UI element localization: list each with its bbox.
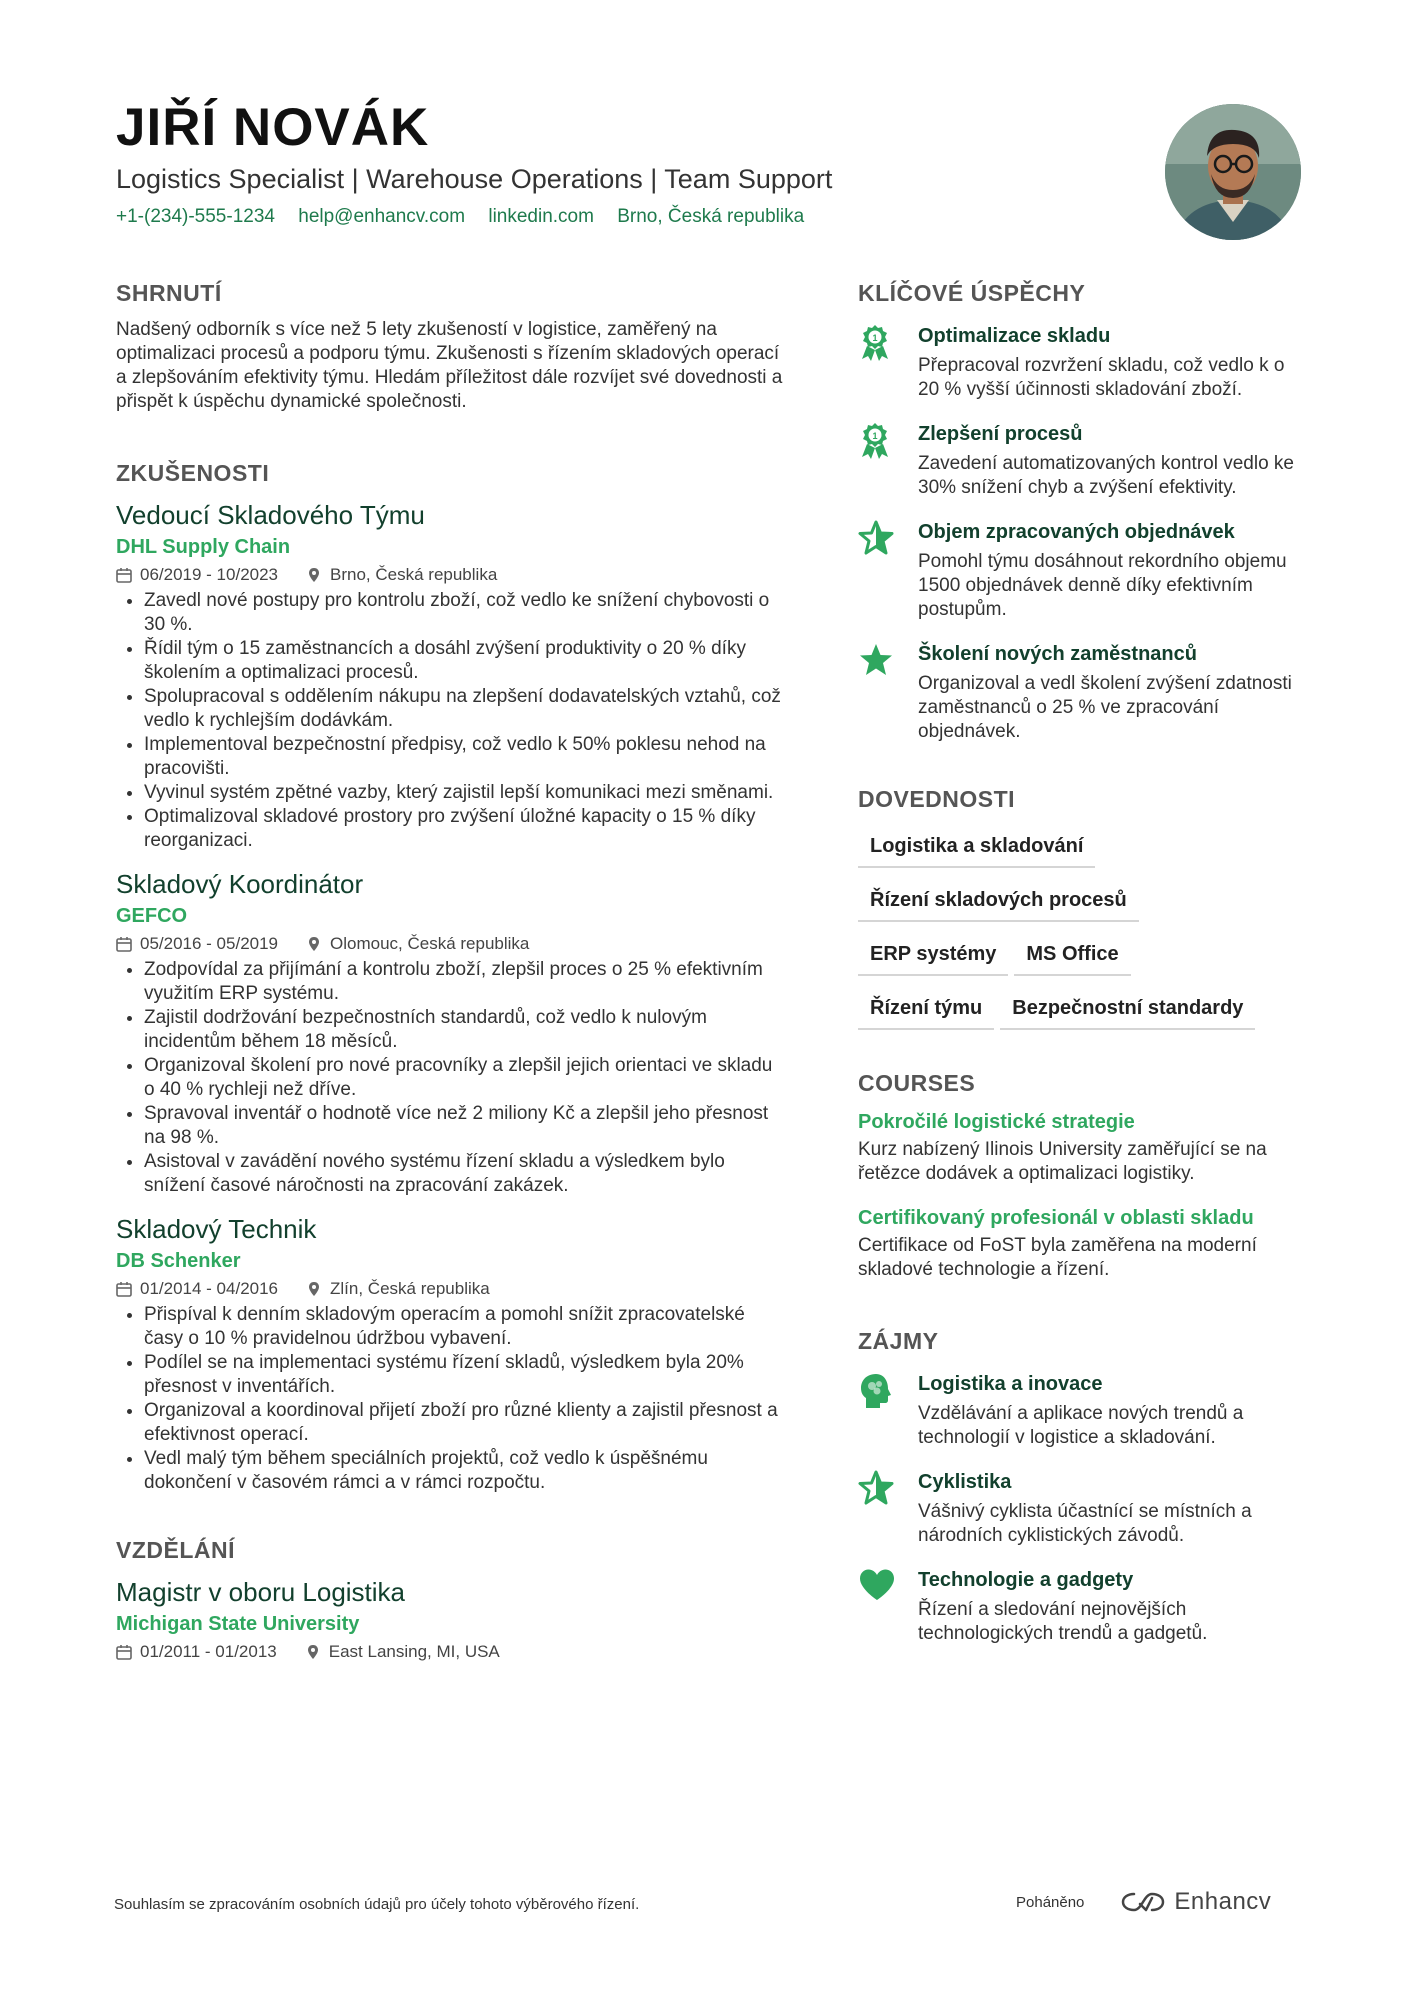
list-item: Organizoval školení pro nové pracovníky a zlepšil jejich orientaci ve skladu o 40 % rychleji než dříve. — [116, 1054, 786, 1102]
location-pin-icon — [306, 567, 322, 583]
achievement-title: Zlepšení procesů — [918, 423, 1083, 445]
interests-section — [858, 1326, 1303, 1646]
calendar-icon — [116, 936, 132, 952]
interest-title: Technologie a gadgety — [918, 1569, 1134, 1591]
candidate-name: JIŘÍ NOVÁK — [116, 98, 430, 157]
interest-title: Logistika a inovace — [918, 1373, 1103, 1395]
consent-note: Souhlasím se zpracováním osobních údajů pro účely tohoto výběrového řízení. — [114, 1896, 640, 1913]
achievement-title: Optimalizace skladu — [918, 325, 1111, 347]
achievement-item — [858, 518, 1303, 622]
course-item — [858, 1108, 1303, 1186]
summary-section — [116, 278, 786, 414]
phone[interactable]: +1-(234)-555-1234 — [116, 206, 275, 227]
degree-title: Magistr v oboru Logistika — [116, 1577, 406, 1607]
job-title: Skladový Koordinátor — [116, 869, 364, 899]
interest-title: Cyklistika — [918, 1471, 1012, 1493]
calendar-icon — [116, 1281, 132, 1297]
interest-item — [858, 1566, 1303, 1646]
section-title-summary: SHRNUTÍ — [116, 280, 222, 306]
star-filled-icon — [858, 642, 894, 678]
list-item: Zavedl nové postupy pro kontrolu zboží, což vedlo ke snížení chybovosti o 30 %. — [116, 589, 786, 637]
job-bullets — [116, 958, 786, 1198]
company-name: GEFCO — [116, 905, 188, 927]
job-entry — [116, 867, 786, 1198]
calendar-icon — [116, 567, 132, 583]
location-pin-icon — [305, 1644, 321, 1660]
avatar — [1165, 104, 1301, 240]
achievement-title: Školení nových zaměstnanců — [918, 643, 1197, 665]
job-bullets — [116, 589, 786, 853]
achievement-desc: Přepracoval rozvržení skladu, což vedlo k o 20 % vyšší účinnosti skladování zboží. — [918, 355, 1285, 400]
company-name: DHL Supply Chain — [116, 536, 291, 558]
education-location: East Lansing, MI, USA — [328, 1642, 500, 1661]
education-dates: 01/2011 - 01/2013 — [140, 1642, 277, 1661]
email[interactable]: help@enhancv.com — [298, 206, 466, 227]
course-item — [858, 1204, 1303, 1282]
section-title-achievements: KLÍČOVÉ ÚSPĚCHY — [858, 280, 1086, 306]
svg-text:1: 1 — [872, 333, 878, 343]
job-location: Zlín, Česká republika — [330, 1279, 490, 1298]
skill-tag: MS Office — [1014, 936, 1130, 976]
award-ribbon-icon — [858, 422, 892, 460]
job-title: Vedoucí Skladového Týmu — [116, 500, 425, 530]
enhancv-logo-icon[interactable] — [1120, 1890, 1166, 1914]
list-item: Optimalizoval skladové prostory pro zvýšení úložné kapacity o 15 % díky reorganizaci. — [116, 805, 786, 853]
job-dates: 06/2019 - 10/2023 — [140, 565, 279, 584]
list-item: Vedl malý tým během speciálních projektů, což vedlo k úspěšnému dokončení v časovém rámci a v rámci rozpočtu. — [116, 1447, 786, 1495]
section-title-experience: ZKUŠENOSTI — [116, 460, 270, 486]
job-bullets — [116, 1303, 786, 1495]
list-item: Podílel se na implementaci systému řízení skladů, výsledkem byla 20% přesnost v inventářích. — [116, 1351, 786, 1399]
course-title: Pokročilé logistické strategie — [858, 1111, 1135, 1133]
job-dates: 05/2016 - 05/2019 — [140, 934, 279, 953]
skill-tag: ERP systémy — [858, 936, 1008, 976]
courses-section — [858, 1068, 1303, 1282]
course-desc: Certifikace od FoST byla zaměřena na moderní skladové technologie a řízení. — [858, 1235, 1257, 1280]
award-ribbon-icon — [858, 324, 892, 362]
summary-text: Nadšený odborník s více než 5 lety zkušeností v logistice, zaměřený na optimalizaci procesů a podporu týmu. Zkušenosti s řízením skladových operací a zlepšováním efektivity týmu. Hledám příležitost dále rozvíjet své dovednosti a přispět k úspěchu dynamické společnosti. — [116, 319, 783, 412]
section-title-education: VZDĚLÁNÍ — [116, 1537, 235, 1563]
interest-item — [858, 1370, 1303, 1450]
job-meta — [116, 1277, 786, 1301]
achievement-item — [858, 322, 1303, 402]
location-pin-icon — [306, 936, 322, 952]
job-location: Olomouc, Česká republika — [330, 934, 530, 953]
list-item: Spravoval inventář o hodnotě více než 2 miliony Kč a zlepšil jeho přesnost na 98 %. — [116, 1102, 786, 1150]
list-item: Zajistil dodržování bezpečnostních standardů, což vedlo k nulovým incidentům během 18 měsíců. — [116, 1006, 786, 1054]
education-section — [116, 1535, 786, 1664]
achievement-item — [858, 420, 1303, 500]
skills-section — [858, 784, 1303, 1044]
heart-icon — [858, 1568, 896, 1602]
job-meta — [116, 563, 786, 587]
brain-head-icon — [858, 1372, 894, 1410]
skill-tag: Bezpečnostní standardy — [1000, 990, 1255, 1030]
list-item: Organizoval a koordinoval přijetí zboží pro různé klienty a zajistil přesnost a efektivnost operací. — [116, 1399, 786, 1447]
candidate-headline: Logistics Specialist | Warehouse Operations | Team Support — [116, 164, 833, 194]
education-meta — [116, 1640, 786, 1664]
job-title: Skladový Technik — [116, 1214, 317, 1244]
star-outline-icon — [858, 520, 894, 556]
interest-desc: Řízení a sledování nejnovějších technologických trendů a gadgetů. — [918, 1599, 1208, 1644]
job-entry — [116, 1212, 786, 1495]
contact-line — [116, 204, 1116, 230]
interest-desc: Vzdělávání a aplikace nových trendů a technologií v logistice a skladování. — [918, 1403, 1244, 1448]
skill-tag: Řízení skladových procesů — [858, 882, 1139, 922]
svg-text:1: 1 — [872, 431, 878, 441]
interest-desc: Vášnivý cyklista účastnící se místních a národních cyklistických závodů. — [918, 1501, 1252, 1546]
school-name: Michigan State University — [116, 1613, 360, 1635]
linkedin-link[interactable]: linkedin.com — [488, 206, 594, 227]
achievement-desc: Pomohl týmu dosáhnout rekordního objemu 1500 objednávek denně díky efektivním postupům. — [918, 551, 1287, 620]
achievement-desc: Zavedení automatizovaných kontrol vedlo ke 30% snížení chyb a zvýšení efektivity. — [918, 453, 1294, 498]
list-item: Vyvinul systém zpětné vazby, který zajistil lepší komunikaci mezi směnami. — [116, 781, 786, 805]
brand-name[interactable]: Enhancv — [1174, 1888, 1272, 1915]
job-location: Brno, Česká republika — [330, 565, 498, 584]
list-item: Přispíval k denním skladovým operacím a pomohl snížit zpracovatelské časy o 10 % pravidelnou údržbou vybavení. — [116, 1303, 786, 1351]
list-item: Asistoval v zavádění nového systému řízení skladu a výsledkem bylo snížení časové náročnosti na zpracování zakázek. — [116, 1150, 786, 1198]
list-item: Zodpovídal za přijímání a kontrolu zboží, zlepšil proces o 25 % efektivním využitím ERP systému. — [116, 958, 786, 1006]
experience-section — [116, 458, 786, 1495]
education-entry — [116, 1575, 786, 1664]
powered-by — [1016, 1888, 1271, 1916]
section-title-skills: DOVEDNOSTI — [858, 786, 1016, 812]
skill-tag: Logistika a skladování — [858, 828, 1095, 868]
powered-label: Poháněno — [1016, 1893, 1085, 1911]
job-meta — [116, 932, 786, 956]
course-title: Certifikovaný profesionál v oblasti skladu — [858, 1207, 1254, 1229]
achievements-section — [858, 278, 1303, 744]
calendar-icon — [116, 1644, 132, 1660]
section-title-courses: COURSES — [858, 1070, 976, 1096]
interest-item — [858, 1468, 1303, 1548]
location-pin-icon — [306, 1281, 322, 1297]
company-name: DB Schenker — [116, 1250, 241, 1272]
achievement-title: Objem zpracovaných objednávek — [918, 521, 1235, 543]
location: Brno, Česká republika — [617, 206, 805, 227]
star-outline-icon — [858, 1470, 894, 1506]
resume-header — [116, 96, 1116, 230]
course-desc: Kurz nabízený Ilinois University zaměřující se na řetězce dodávek a optimalizaci logistiky. — [858, 1139, 1267, 1184]
skill-tag: Řízení týmu — [858, 990, 994, 1030]
list-item: Řídil tým o 15 zaměstnancích a dosáhl zvýšení produktivity o 20 % díky školením a optimalizaci procesů. — [116, 637, 786, 685]
section-title-interests: ZÁJMY — [858, 1328, 939, 1354]
job-dates: 01/2014 - 04/2016 — [140, 1279, 279, 1298]
job-entry — [116, 498, 786, 853]
right-column — [858, 278, 1303, 1646]
achievement-item — [858, 640, 1303, 744]
left-column — [116, 278, 786, 1664]
list-item: Implementoval bezpečnostní předpisy, což vedlo k 50% poklesu nehod na pracovišti. — [116, 733, 786, 781]
skills-list — [858, 828, 1303, 1044]
list-item: Spolupracoval s oddělením nákupu na zlepšení dodavatelských vztahů, což vedlo k rychlejším dodávkám. — [116, 685, 786, 733]
achievement-desc: Organizoval a vedl školení zvýšení zdatnosti zaměstnanců o 25 % ve zpracování objednávek. — [918, 673, 1292, 742]
